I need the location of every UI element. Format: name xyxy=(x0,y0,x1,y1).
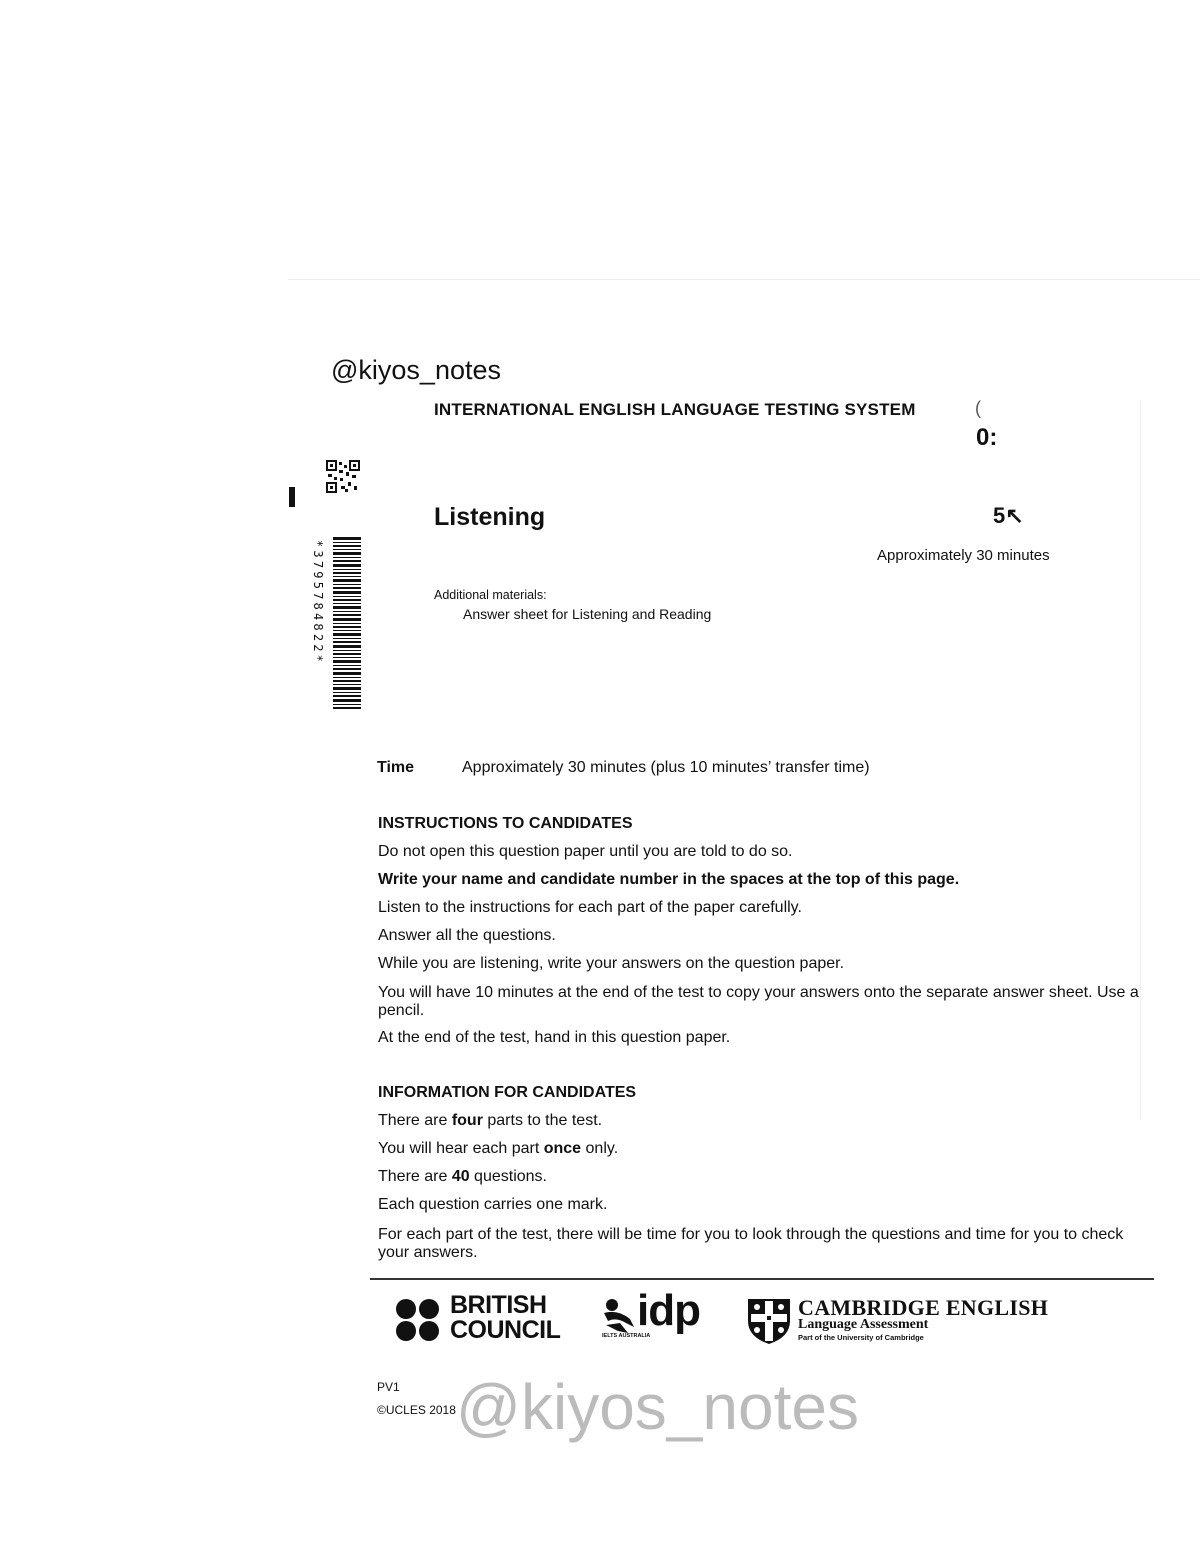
instructions-heading: INSTRUCTIONS TO CANDIDATES xyxy=(378,815,633,832)
instruction-item: Listen to the instructions for each part of the paper carefully. xyxy=(378,899,802,916)
paper-code: PV1 xyxy=(377,1380,400,1394)
paper-subject-title: Listening xyxy=(434,503,546,531)
idp-logo-subtitle: IELTS AUSTRALIA xyxy=(602,1333,651,1339)
instruction-item: Answer all the questions. xyxy=(378,927,556,944)
cambridge-shield-icon xyxy=(746,1297,792,1345)
idp-logo-icon xyxy=(600,1297,638,1337)
cambridge-logo-title: CAMBRIDGE ENGLISH xyxy=(798,1295,1049,1320)
paper-duration: Approximately 30 minutes xyxy=(877,547,1050,564)
handwritten-code-b: 5↖ xyxy=(993,503,1024,528)
information-item: Each question carries one mark. xyxy=(378,1196,608,1213)
instruction-item: Write your name and candidate number in the spaces at the top of this page. xyxy=(378,871,960,888)
exam-system-title: INTERNATIONAL ENGLISH LANGUAGE TESTING SYSTEM xyxy=(434,400,916,419)
idp-logo-text: idp xyxy=(637,1286,700,1335)
british-council-logo-icon xyxy=(395,1298,441,1342)
information-item: There are 40 questions. xyxy=(378,1168,547,1185)
additional-materials-label: Additional materials: xyxy=(434,588,547,602)
instruction-item: You will have 10 minutes at the end of the test to copy your answers onto the separate answer sheet. Use a pencil. xyxy=(378,984,1139,1019)
cambridge-logo-subtitle: Language Assessment xyxy=(798,1317,929,1332)
barcode-number: *3795784822* xyxy=(311,540,325,666)
information-heading: INFORMATION FOR CANDIDATES xyxy=(378,1084,637,1101)
time-value: Approximately 30 minutes (plus 10 minutes’ transfer time) xyxy=(462,759,870,776)
instruction-item: At the end of the test, hand in this question paper. xyxy=(378,1029,731,1046)
time-label: Time xyxy=(377,759,415,776)
barcode-icon xyxy=(333,537,361,709)
watermark-top: @kiyos_notes xyxy=(331,355,501,385)
margin-bracket: ( xyxy=(975,398,981,418)
instruction-item: While you are listening, write your answers on the question paper. xyxy=(378,955,845,972)
additional-materials-item: Answer sheet for Listening and Reading xyxy=(463,606,712,622)
information-item: There are four parts to the test. xyxy=(378,1112,603,1129)
watermark-bottom: @kiyos_notes xyxy=(456,1371,859,1443)
footer-rule xyxy=(370,1278,1154,1280)
page-top-divider xyxy=(288,279,1200,280)
copyright: ©UCLES 2018 xyxy=(377,1403,456,1417)
instruction-item: Do not open this question paper until you are told to do so. xyxy=(378,843,793,860)
cambridge-logo-tagline: Part of the University of Cambridge xyxy=(798,1333,924,1342)
qr-code-icon xyxy=(326,460,360,493)
handwritten-code-a: 0: xyxy=(976,424,998,451)
british-council-logo-text: BRITISH COUNCIL xyxy=(450,1291,561,1344)
information-item: For each part of the test, there will be time for you to look through the questions and time for you to check your answers. xyxy=(378,1226,1124,1261)
information-item: You will hear each part once only. xyxy=(378,1140,619,1157)
registration-mark xyxy=(289,487,295,507)
